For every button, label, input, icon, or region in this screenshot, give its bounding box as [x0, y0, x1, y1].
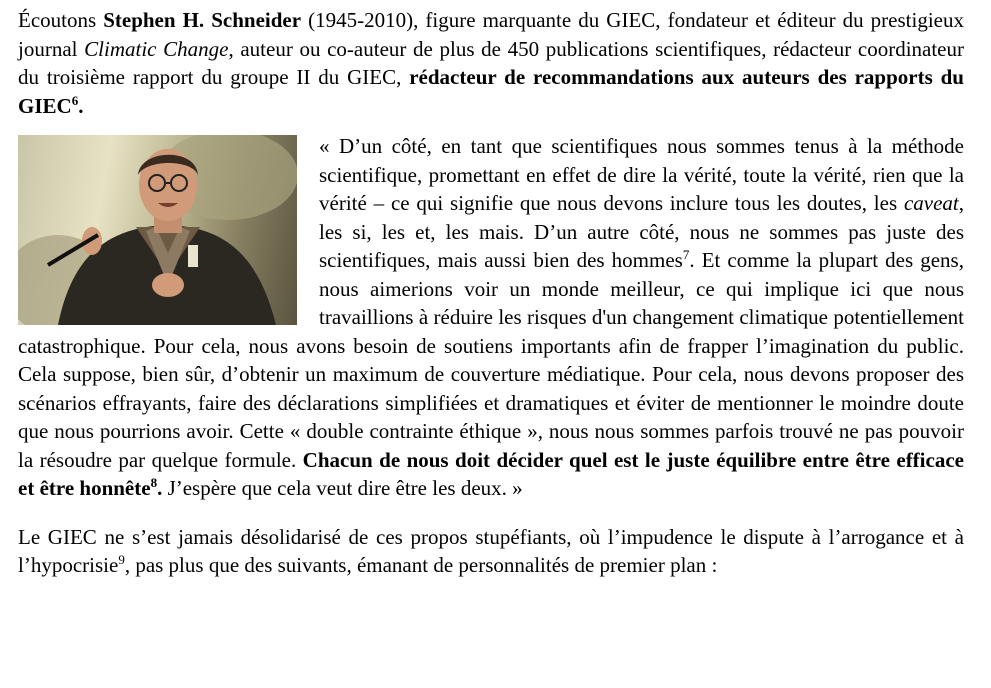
- quote-text-4: J’espère que cela veut dire être les deux. »: [162, 476, 523, 500]
- footnote-ref-8[interactable]: 8: [150, 475, 158, 490]
- quote-bold-phrase: Chacun de nous doit décider quel est le juste équilibre entre être efficace et être honnête: [18, 447, 964, 500]
- author-name: Stephen H. Schneider: [103, 8, 302, 32]
- intro-paragraph: [18, 6, 964, 120]
- closing-text-1: Le GIEC ne s’est jamais désolidarisé de ces propos stupéfiants, où l’impudence le dispute à l’arrogance et à l’hypocrisie: [18, 524, 964, 577]
- quote-text-2: , les si, les et, les mais. D’un autre côté, nous ne sommes pas juste des scientifiques, mais aussi bien des hommes: [319, 191, 964, 272]
- intro-bold-phrase: rédacteur de recommandations aux auteurs des rapports du GIEC: [18, 65, 964, 118]
- intro-text-2: (1945-2010), figure marquante du GIEC, fondateur et éditeur du prestigieux journal: [18, 8, 964, 61]
- intro-bold-end: .: [78, 93, 84, 118]
- caveat-word: caveat: [903, 191, 959, 215]
- closing-paragraph: [18, 523, 964, 580]
- intro-text-1: Écoutons: [18, 8, 104, 32]
- quote-text-1: « D’un côté, en tant que scientifiques nous sommes tenus à la méthode scientifique, promettant en effet de dire la vérité, toute la vérité, rien que la vérité – ce qui signifie que nous devons inclure tous les doutes, les: [319, 134, 964, 215]
- portrait-illustration: [18, 135, 297, 325]
- footnote-ref-9[interactable]: 9: [118, 552, 125, 567]
- footnote-ref-7[interactable]: 7: [682, 247, 690, 262]
- quote-bold-end: .: [157, 476, 163, 500]
- closing-text-2: , pas plus que des suivants, émanant de personnalités de premier plan :: [124, 553, 718, 577]
- journal-title: Climatic Change: [84, 36, 229, 61]
- intro-text-3: , auteur ou co-auteur de plus de 450 publications scientifiques, rédacteur coordinateur du troisième rapport du groupe II du GIEC,: [18, 36, 964, 89]
- document-page: [18, 6, 964, 580]
- quote-text-3: . Et comme la plupart des gens, nous aimerions voir un monde meilleur, ce qui implique ici que nous travaillions à réduire les risques d'un changement climatique potentiellement catastrophique. Pour cela, nous avons besoin de soutiens importants afin de frapper l’imagination du public. Cela suppose, bien sûr, d’obtenir un maximum de couverture médiatique. Pour cela, nous devons proposer des scénarios effrayants, faire des déclarations simplifiées et dramatiques et éviter de mentionner le moindre doute que nous pourrions avoir. Cette « double contrainte éthique », nous nous sommes parfois trouvé ne pas pouvoir la résoudre par quelque formule.: [18, 248, 964, 472]
- portrait-photo: [18, 135, 297, 325]
- footnote-ref-6[interactable]: 6: [71, 92, 79, 108]
